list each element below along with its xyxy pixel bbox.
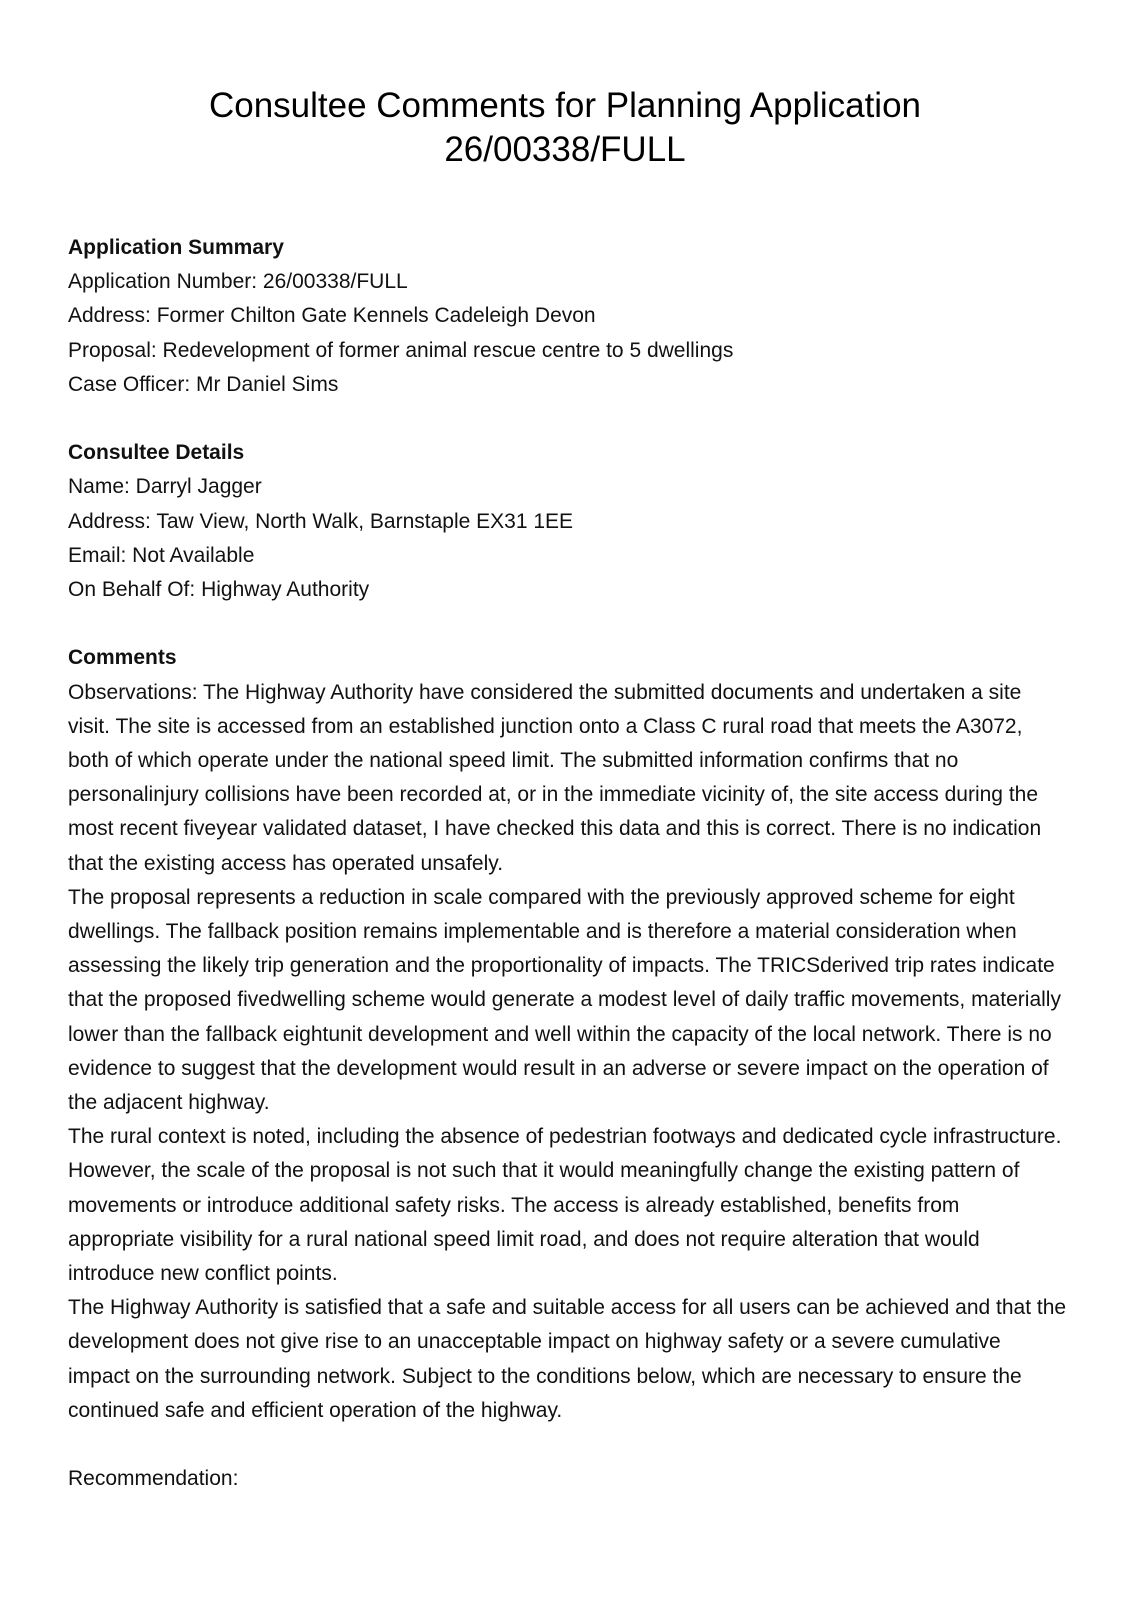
application-number: Application Number: 26/00338/FULL xyxy=(68,270,408,294)
consultee-details-heading: Consultee Details xyxy=(68,441,245,465)
comments-section xyxy=(68,641,1068,1496)
application-proposal: Proposal: Redevelopment of former animal rescue centre to 5 dwellings xyxy=(68,338,734,362)
application-summary-heading: Application Summary xyxy=(68,236,284,259)
comment-paragraph-rural-context: The rural context is noted, including the absence of pedestrian footways and dedicated cycle infrastructure. However, the scale of the proposal is not such that it would meaningfully change the existing pattern of movements or introduce additional safety risks. The access is already established, benefits from appropriate visibility for a rural national speed limit road, and does not require alteration that would introduce new conflict points. xyxy=(68,1125,1062,1286)
section-spacer xyxy=(68,607,1068,641)
application-address: Address: Former Chilton Gate Kennels Cadeleigh Devon xyxy=(68,304,596,328)
page-title-line-2: 26/00338/FULL xyxy=(444,130,686,169)
case-officer: Case Officer: Mr Daniel Sims xyxy=(68,372,339,396)
page-title-line-1: Consultee Comments for Planning Application xyxy=(208,86,922,125)
consultee-details-section xyxy=(68,436,1068,607)
comments-heading: Comments xyxy=(68,646,177,670)
consultee-email: Email: Not Available xyxy=(68,543,255,567)
consultee-on-behalf-of: On Behalf Of: Highway Authority xyxy=(68,578,370,602)
consultee-address: Address: Taw View, North Walk, Barnstaple EX31 1EE xyxy=(68,509,574,533)
section-spacer xyxy=(68,402,1068,436)
section-spacer xyxy=(68,1428,1068,1462)
recommendation-label: Recommendation: xyxy=(68,1467,239,1491)
consultee-name: Name: Darryl Jagger xyxy=(68,475,262,499)
comment-paragraph-trip-generation: The proposal represents a reduction in scale compared with the previously approved scheme for eight dwellings. The fallback position remains implementable and is therefore a material consideration when assessing the likely trip generation and the proportionality of impacts. The TRICSderived trip rates indicate that the proposed fivedwelling scheme would generate a modest level of daily traffic movements, materially lower than the fallback eightunit development and well within the capacity of the local network. There is no evidence to suggest that the development would result in an adverse or severe impact on the operation of the adjacent highway. xyxy=(68,885,1061,1115)
application-summary-section xyxy=(68,231,1068,402)
document-body xyxy=(68,231,1068,1496)
comment-paragraph-conclusion: The Highway Authority is satisfied that a safe and suitable access for all users can be achieved and that the development does not give rise to an unacceptable impact on highway safety or a severe cumulative impact on the surrounding network. Subject to the conditions below, which are necessary to ensure the continued safe and efficient operation of the highway. xyxy=(68,1296,1067,1422)
comment-paragraph-observations: Observations: The Highway Authority have considered the submitted documents and undertaken a site visit. The site is accessed from an established junction onto a Class C rural road that meets the A3072, both of which operate under the national speed limit. The submitted information confirms that no personalinjury collisions have been recorded at, or in the immediate vicinity of, the site access during the most recent fiveyear validated dataset, I have checked this data and this is correct. There is no indication that the existing access has operated unsafely. xyxy=(68,680,1042,875)
page-title xyxy=(0,84,1130,172)
